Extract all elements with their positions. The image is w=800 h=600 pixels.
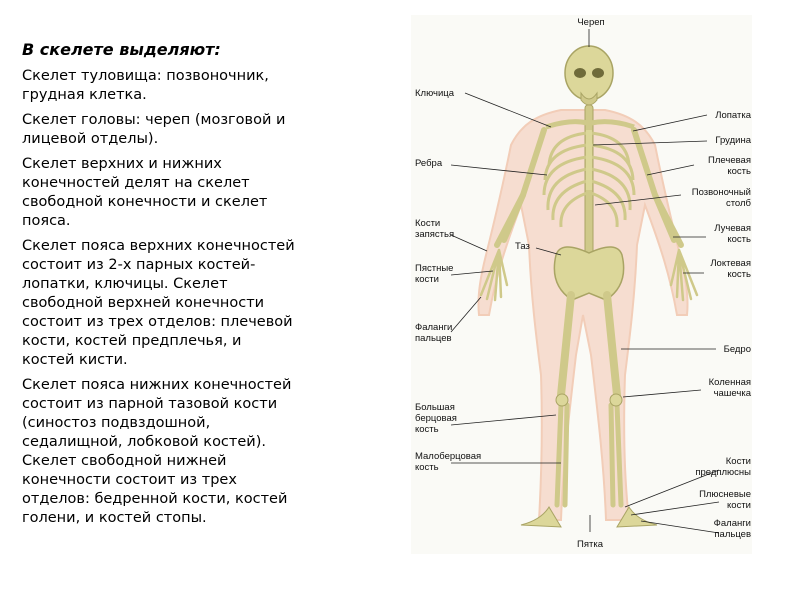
label-spine: Позвоночный столб [691, 187, 751, 209]
label-patella: Коленная чашечка [708, 377, 751, 399]
patella-left-icon [556, 394, 568, 406]
patella-right-icon [610, 394, 622, 406]
paragraph-trunk: Скелет туловища: позвоночник, грудная клетка. [22, 68, 269, 103]
pelvis-icon [554, 247, 623, 300]
paragraph-upper-limbs: Скелет пояса верхних конечностей состоит из 2-х парных костей- лопатки, ключицы. Скелет свободной верхней конечности состоит из трех отделов: плечевой кости, костей предплечья, и костей кисти. [22, 238, 295, 368]
label-metacarpals: Пястные кости [415, 263, 454, 285]
skeleton-figure [411, 15, 752, 554]
label-sternum: Грудина [715, 135, 751, 146]
label-fibula: Малоберцовая кость [415, 451, 482, 473]
heading: В скелете выделяют: [22, 40, 221, 59]
label-carpals: Кости запястья [415, 218, 455, 240]
paragraph-head: Скелет головы: череп (мозговой и лицевой отделы). [22, 112, 286, 147]
label-femur: Бедро [723, 344, 751, 355]
paragraph-limbs: Скелет верхних и нижних конечностей делят на скелет свободной конечности и скелет пояса. [22, 156, 268, 229]
label-finger-phalanges: Фаланги пальцев [415, 322, 453, 344]
label-scapula: Лопатка [715, 110, 751, 121]
paragraph-lower-limbs: Скелет пояса нижних конечностей состоит из парной тазовой кости (синостоз подвздошной, седалищной, лобковой костей). Скелет свободной нижней конечности состоит из трех отделов: бедренной кости, костей голени, и костей стопы. [22, 377, 292, 526]
shin-bones [557, 405, 621, 505]
text-block [22, 40, 372, 534]
label-tibia: Большая берцовая кость [415, 402, 457, 435]
label-tarsals: Кости предплюсны [695, 456, 751, 478]
label-metatarsals: Плюсневые кости [699, 489, 751, 511]
label-pelvis: Таз [515, 241, 530, 252]
label-heel: Пятка [577, 539, 603, 550]
label-clavicle: Ключица [415, 88, 454, 99]
label-radius: Лучевая кость [714, 223, 751, 245]
label-toe-phalanges: Фаланги пальцев [713, 518, 751, 540]
skull-icon [565, 46, 613, 105]
label-humerus: Плечевая кость [708, 155, 751, 177]
label-ulna: Локтевая кость [710, 258, 751, 280]
label-skull: Череп [577, 17, 605, 28]
label-ribs: Ребра [415, 158, 443, 169]
